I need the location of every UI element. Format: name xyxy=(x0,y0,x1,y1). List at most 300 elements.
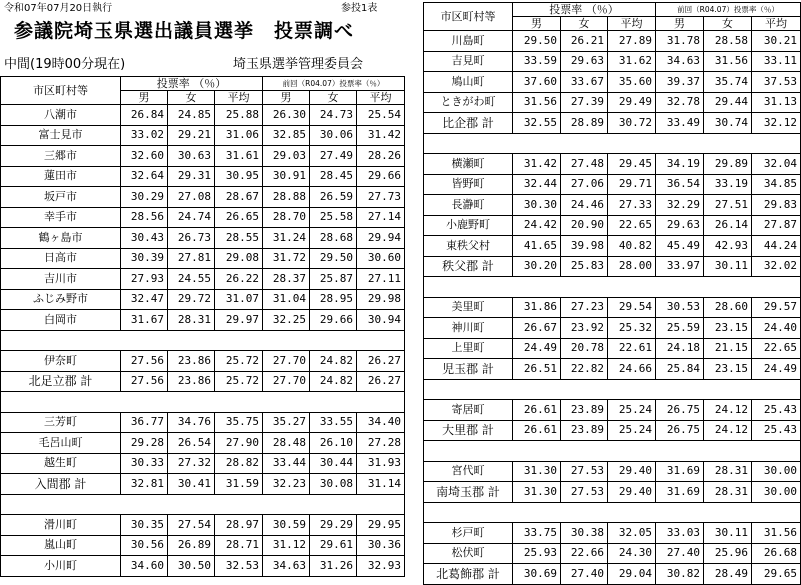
avg-rate: 28.82 xyxy=(215,453,263,474)
female-rate: 27.40 xyxy=(561,564,608,585)
prev-avg-rate: 22.65 xyxy=(752,338,801,359)
prev-avg-rate: 26.68 xyxy=(752,543,801,564)
right-results-table xyxy=(423,2,801,585)
prev-female-rate: 26.59 xyxy=(310,187,357,208)
municipality-name: 寄居町 xyxy=(424,400,513,421)
table-row xyxy=(1,269,405,290)
female-rate: 29.63 xyxy=(561,51,608,72)
prev-avg-rate: 30.00 xyxy=(752,461,801,482)
male-rate: 32.55 xyxy=(513,113,561,134)
male-rate: 24.42 xyxy=(513,215,561,236)
prev-male-rate: 24.18 xyxy=(656,338,704,359)
avg-rate: 26.22 xyxy=(215,269,263,290)
avg-rate xyxy=(215,494,263,515)
prev-female-rate: 28.58 xyxy=(704,31,752,52)
female-rate: 29.72 xyxy=(168,289,215,310)
prev-male-rate: 39.37 xyxy=(656,72,704,93)
male-rate: 33.59 xyxy=(513,51,561,72)
table-row xyxy=(1,125,405,146)
municipality-name: 毛呂山町 xyxy=(1,433,121,454)
prev-avg-rate: 27.73 xyxy=(357,187,405,208)
prev-female-rate: 33.55 xyxy=(310,412,357,433)
prev-avg-rate: 31.93 xyxy=(357,453,405,474)
male-rate: 31.56 xyxy=(513,92,561,113)
prev-male-rate: 34.19 xyxy=(656,154,704,175)
male-rate xyxy=(513,502,561,523)
avg-rate: 35.60 xyxy=(608,72,656,93)
municipality-name: 南埼玉郡 計 xyxy=(424,482,513,503)
male-rate: 30.33 xyxy=(121,453,168,474)
prev-male-rate xyxy=(263,330,310,351)
blank-row xyxy=(424,441,801,462)
female-rate xyxy=(168,392,215,413)
prev-avg-rate: 29.95 xyxy=(357,515,405,536)
table-row xyxy=(424,359,801,380)
prev-avg-rate: 28.26 xyxy=(357,146,405,167)
female-rate: 26.21 xyxy=(561,31,608,52)
prev-avg-rate: 25.43 xyxy=(752,420,801,441)
prev-avg-rate: 30.21 xyxy=(752,31,801,52)
male-rate: 31.67 xyxy=(121,310,168,331)
table-row xyxy=(1,535,405,556)
table-row xyxy=(424,543,801,564)
municipality-name: 横瀬町 xyxy=(424,154,513,175)
avg-rate: 29.45 xyxy=(608,154,656,175)
municipality-name: 宮代町 xyxy=(424,461,513,482)
municipality-name: 杉戸町 xyxy=(424,523,513,544)
table-row xyxy=(1,556,405,577)
male-rate: 32.64 xyxy=(121,166,168,187)
prev-avg-rate: 27.11 xyxy=(357,269,405,290)
prev-avg-rate: 30.00 xyxy=(752,482,801,503)
prev-female-rate: 28.45 xyxy=(310,166,357,187)
prev-male-rate: 33.97 xyxy=(656,256,704,277)
female-rate: 23.86 xyxy=(168,371,215,392)
col-prev-female: 女 xyxy=(704,17,752,31)
avg-rate: 35.75 xyxy=(215,412,263,433)
prev-female-rate: 30.44 xyxy=(310,453,357,474)
prev-male-rate: 29.63 xyxy=(656,215,704,236)
prev-female-rate: 25.58 xyxy=(310,207,357,228)
female-rate: 27.32 xyxy=(168,453,215,474)
prev-female-rate: 24.82 xyxy=(310,371,357,392)
municipality-name xyxy=(424,277,513,298)
male-rate xyxy=(513,441,561,462)
avg-rate: 29.40 xyxy=(608,461,656,482)
prev-male-rate xyxy=(656,379,704,400)
prev-male-rate: 34.63 xyxy=(656,51,704,72)
municipality-name: ふじみ野市 xyxy=(1,289,121,310)
table-row xyxy=(1,146,405,167)
prev-female-rate: 26.14 xyxy=(704,215,752,236)
prev-female-rate xyxy=(704,133,752,154)
female-rate xyxy=(168,494,215,515)
table-row xyxy=(424,338,801,359)
prev-female-rate: 28.95 xyxy=(310,289,357,310)
prev-avg-rate xyxy=(752,379,801,400)
blank-row xyxy=(1,494,405,515)
male-rate: 32.44 xyxy=(513,174,561,195)
avg-rate: 28.55 xyxy=(215,228,263,249)
prev-male-rate: 28.37 xyxy=(263,269,310,290)
blank-row xyxy=(424,502,801,523)
municipality-name: 伊奈町 xyxy=(1,351,121,372)
avg-rate xyxy=(608,277,656,298)
avg-rate: 30.72 xyxy=(608,113,656,134)
avg-rate: 25.24 xyxy=(608,420,656,441)
prev-male-rate: 31.12 xyxy=(263,535,310,556)
avg-rate: 24.66 xyxy=(608,359,656,380)
prev-avg-rate: 27.14 xyxy=(357,207,405,228)
prev-female-rate: 27.49 xyxy=(310,146,357,167)
avg-rate: 28.71 xyxy=(215,535,263,556)
municipality-name: 川島町 xyxy=(424,31,513,52)
prev-male-rate: 32.25 xyxy=(263,310,310,331)
prev-avg-rate: 33.11 xyxy=(752,51,801,72)
female-rate: 26.73 xyxy=(168,228,215,249)
prev-male-rate: 29.03 xyxy=(263,146,310,167)
female-rate: 25.83 xyxy=(561,256,608,277)
municipality-name: 東秩父村 xyxy=(424,236,513,257)
male-rate: 36.77 xyxy=(121,412,168,433)
prev-avg-rate: 29.57 xyxy=(752,297,801,318)
male-rate: 30.20 xyxy=(513,256,561,277)
prev-female-rate xyxy=(704,441,752,462)
prev-female-rate: 24.73 xyxy=(310,105,357,126)
col-female: 女 xyxy=(561,17,608,31)
prev-avg-rate: 31.56 xyxy=(752,523,801,544)
prev-female-rate: 28.60 xyxy=(704,297,752,318)
prev-male-rate xyxy=(263,392,310,413)
table-row xyxy=(424,236,801,257)
col-avg: 平均 xyxy=(608,17,656,31)
prev-female-rate: 42.93 xyxy=(704,236,752,257)
prev-male-rate xyxy=(263,494,310,515)
avg-rate: 40.82 xyxy=(608,236,656,257)
avg-rate xyxy=(608,502,656,523)
municipality-name: 幸手市 xyxy=(1,207,121,228)
avg-rate: 25.72 xyxy=(215,351,263,372)
avg-rate: 27.33 xyxy=(608,195,656,216)
municipality-name: 小鹿野町 xyxy=(424,215,513,236)
male-rate: 32.60 xyxy=(121,146,168,167)
prev-female-rate: 30.11 xyxy=(704,256,752,277)
blank-row xyxy=(424,277,801,298)
prev-male-rate: 34.63 xyxy=(263,556,310,577)
male-rate: 26.67 xyxy=(513,318,561,339)
municipality-name: 日高市 xyxy=(1,248,121,269)
female-rate xyxy=(168,330,215,351)
female-rate: 27.39 xyxy=(561,92,608,113)
prev-female-rate: 28.68 xyxy=(310,228,357,249)
municipality-name: 鳩山町 xyxy=(424,72,513,93)
table-row xyxy=(1,351,405,372)
prev-avg-rate: 29.98 xyxy=(357,289,405,310)
municipality-name: 上里町 xyxy=(424,338,513,359)
municipality-name: 神川町 xyxy=(424,318,513,339)
avg-rate: 29.04 xyxy=(608,564,656,585)
avg-rate: 29.49 xyxy=(608,92,656,113)
prev-male-rate: 31.69 xyxy=(656,461,704,482)
male-rate: 37.60 xyxy=(513,72,561,93)
prev-avg-rate: 29.66 xyxy=(357,166,405,187)
prev-avg-rate: 30.60 xyxy=(357,248,405,269)
avg-rate: 31.07 xyxy=(215,289,263,310)
female-rate xyxy=(561,441,608,462)
avg-rate: 29.54 xyxy=(608,297,656,318)
prev-female-rate: 33.19 xyxy=(704,174,752,195)
prev-male-rate: 32.78 xyxy=(656,92,704,113)
avg-rate: 27.90 xyxy=(215,433,263,454)
avg-rate: 22.65 xyxy=(608,215,656,236)
municipality-name: 児玉郡 計 xyxy=(424,359,513,380)
prev-avg-rate: 25.43 xyxy=(752,400,801,421)
table-row xyxy=(424,482,801,503)
prev-female-rate: 31.56 xyxy=(704,51,752,72)
female-rate: 27.48 xyxy=(561,154,608,175)
table-row xyxy=(1,412,405,433)
male-rate: 30.35 xyxy=(121,515,168,536)
table-row xyxy=(1,187,405,208)
prev-male-rate: 32.85 xyxy=(263,125,310,146)
blank-row xyxy=(424,133,801,154)
prev-male-rate xyxy=(656,133,704,154)
blank-row xyxy=(1,330,405,351)
prev-avg-rate: 29.65 xyxy=(752,564,801,585)
table-row xyxy=(1,310,405,331)
left-sheet xyxy=(0,0,404,572)
male-rate: 41.65 xyxy=(513,236,561,257)
female-rate: 20.90 xyxy=(561,215,608,236)
municipality-name: 松伏町 xyxy=(424,543,513,564)
prev-male-rate: 33.49 xyxy=(656,113,704,134)
female-rate: 20.78 xyxy=(561,338,608,359)
prev-avg-rate: 24.49 xyxy=(752,359,801,380)
prev-female-rate: 30.08 xyxy=(310,474,357,495)
municipality-name xyxy=(1,330,121,351)
table-row xyxy=(1,371,405,392)
table-row xyxy=(424,564,801,585)
female-rate: 27.23 xyxy=(561,297,608,318)
municipality-name xyxy=(424,502,513,523)
col-female: 女 xyxy=(168,91,215,105)
prev-avg-rate: 26.27 xyxy=(357,371,405,392)
avg-rate: 25.24 xyxy=(608,400,656,421)
avg-rate: 24.30 xyxy=(608,543,656,564)
prev-female-rate: 35.74 xyxy=(704,72,752,93)
municipality-name: 比企郡 計 xyxy=(424,113,513,134)
prev-male-rate: 35.27 xyxy=(263,412,310,433)
female-rate: 23.89 xyxy=(561,400,608,421)
female-rate: 29.21 xyxy=(168,125,215,146)
committee-name: 埼玉県選挙管理委員会 xyxy=(233,57,364,72)
prev-avg-rate: 34.85 xyxy=(752,174,801,195)
prev-avg-rate: 24.40 xyxy=(752,318,801,339)
prev-male-rate: 26.30 xyxy=(263,105,310,126)
table-row xyxy=(1,453,405,474)
table-row xyxy=(424,51,801,72)
municipality-name: 皆野町 xyxy=(424,174,513,195)
prev-male-rate: 31.69 xyxy=(656,482,704,503)
col-prev-male: 男 xyxy=(656,17,704,31)
female-rate xyxy=(561,502,608,523)
prev-avg-rate xyxy=(752,502,801,523)
prev-female-rate: 21.15 xyxy=(704,338,752,359)
municipality-name: 北葛飾郡 計 xyxy=(424,564,513,585)
col-city-header: 市区町村等 xyxy=(1,77,121,105)
prev-female-rate: 28.49 xyxy=(704,564,752,585)
table-row xyxy=(424,297,801,318)
table-row xyxy=(1,289,405,310)
prev-avg-rate: 27.28 xyxy=(357,433,405,454)
municipality-name: 富士見市 xyxy=(1,125,121,146)
male-rate: 30.30 xyxy=(513,195,561,216)
female-rate: 26.89 xyxy=(168,535,215,556)
avg-rate xyxy=(608,441,656,462)
prev-female-rate: 30.11 xyxy=(704,523,752,544)
municipality-name xyxy=(424,133,513,154)
male-rate: 30.29 xyxy=(121,187,168,208)
prev-male-rate: 33.44 xyxy=(263,453,310,474)
male-rate: 33.02 xyxy=(121,125,168,146)
prev-avg-rate: 26.27 xyxy=(357,351,405,372)
prev-female-rate: 29.29 xyxy=(310,515,357,536)
male-rate: 29.50 xyxy=(513,31,561,52)
male-rate: 27.56 xyxy=(121,371,168,392)
prev-female-rate xyxy=(704,379,752,400)
avg-rate: 32.53 xyxy=(215,556,263,577)
avg-rate: 22.61 xyxy=(608,338,656,359)
avg-rate: 28.00 xyxy=(608,256,656,277)
male-rate: 27.56 xyxy=(121,351,168,372)
prev-male-rate: 31.04 xyxy=(263,289,310,310)
prev-male-rate: 31.24 xyxy=(263,228,310,249)
male-rate: 31.42 xyxy=(513,154,561,175)
table-row xyxy=(424,420,801,441)
municipality-name: 坂戸市 xyxy=(1,187,121,208)
prev-female-rate: 29.61 xyxy=(310,535,357,556)
municipality-name xyxy=(424,379,513,400)
municipality-name: 入間郡 計 xyxy=(1,474,121,495)
prev-avg-rate: 32.12 xyxy=(752,113,801,134)
prev-female-rate xyxy=(704,502,752,523)
prev-female-rate: 24.12 xyxy=(704,420,752,441)
female-rate: 27.81 xyxy=(168,248,215,269)
table-row xyxy=(1,474,405,495)
female-rate: 27.53 xyxy=(561,482,608,503)
table-row xyxy=(424,256,801,277)
prev-female-rate xyxy=(704,277,752,298)
male-rate: 26.51 xyxy=(513,359,561,380)
prev-male-rate: 27.70 xyxy=(263,351,310,372)
female-rate: 39.98 xyxy=(561,236,608,257)
prev-male-rate: 26.75 xyxy=(656,420,704,441)
prev-female-rate xyxy=(310,392,357,413)
male-rate: 32.47 xyxy=(121,289,168,310)
page-title: 参議院埼玉県選出議員選挙 投票調べ xyxy=(14,20,355,42)
prev-male-rate: 30.53 xyxy=(656,297,704,318)
municipality-name: 大里郡 計 xyxy=(424,420,513,441)
municipality-name: ときがわ町 xyxy=(424,92,513,113)
municipality-name: 蓮田市 xyxy=(1,166,121,187)
male-rate: 26.61 xyxy=(513,400,561,421)
female-rate: 30.38 xyxy=(561,523,608,544)
col-prev-header: 前回（R04.07）投票率（％） xyxy=(263,77,405,91)
prev-female-rate: 29.66 xyxy=(310,310,357,331)
prev-avg-rate xyxy=(357,330,405,351)
table-row xyxy=(1,515,405,536)
male-rate: 30.56 xyxy=(121,535,168,556)
male-rate: 31.86 xyxy=(513,297,561,318)
prev-male-rate xyxy=(656,502,704,523)
prev-male-rate: 31.72 xyxy=(263,248,310,269)
prev-female-rate: 28.31 xyxy=(704,461,752,482)
avg-rate: 29.97 xyxy=(215,310,263,331)
female-rate: 34.76 xyxy=(168,412,215,433)
avg-rate xyxy=(215,330,263,351)
female-rate: 24.55 xyxy=(168,269,215,290)
male-rate xyxy=(513,277,561,298)
col-prev-female: 女 xyxy=(310,91,357,105)
prev-female-rate: 30.74 xyxy=(704,113,752,134)
avg-rate: 28.67 xyxy=(215,187,263,208)
prev-male-rate: 33.03 xyxy=(656,523,704,544)
prev-avg-rate: 27.87 xyxy=(752,215,801,236)
municipality-name: 白岡市 xyxy=(1,310,121,331)
male-rate xyxy=(121,494,168,515)
municipality-name: 吉見町 xyxy=(424,51,513,72)
male-rate: 24.49 xyxy=(513,338,561,359)
avg-rate: 27.89 xyxy=(608,31,656,52)
prev-male-rate: 32.23 xyxy=(263,474,310,495)
col-male: 男 xyxy=(121,91,168,105)
female-rate: 30.41 xyxy=(168,474,215,495)
table-row xyxy=(424,154,801,175)
prev-avg-rate: 31.13 xyxy=(752,92,801,113)
male-rate xyxy=(121,392,168,413)
male-rate: 27.93 xyxy=(121,269,168,290)
municipality-name: 越生町 xyxy=(1,453,121,474)
female-rate: 23.89 xyxy=(561,420,608,441)
prev-male-rate: 28.48 xyxy=(263,433,310,454)
male-rate: 28.56 xyxy=(121,207,168,228)
prev-male-rate: 28.88 xyxy=(263,187,310,208)
election-date: 令和07年07月20日執行 xyxy=(4,3,113,14)
right-sheet xyxy=(423,0,800,581)
table-row xyxy=(424,113,801,134)
municipality-name: 北足立郡 計 xyxy=(1,371,121,392)
table-row xyxy=(1,105,405,126)
female-rate: 27.53 xyxy=(561,461,608,482)
municipality-name: 美里町 xyxy=(424,297,513,318)
avg-rate: 30.95 xyxy=(215,166,263,187)
prev-avg-rate xyxy=(752,133,801,154)
col-prev-header: 前回（R04.07）投票率（％） xyxy=(656,3,801,17)
avg-rate: 26.65 xyxy=(215,207,263,228)
prev-male-rate: 30.82 xyxy=(656,564,704,585)
prev-avg-rate: 34.40 xyxy=(357,412,405,433)
avg-rate xyxy=(608,133,656,154)
table-row xyxy=(1,228,405,249)
female-rate: 33.67 xyxy=(561,72,608,93)
prev-avg-rate: 29.83 xyxy=(752,195,801,216)
col-rate-header: 投票率 （％） xyxy=(513,3,656,17)
prev-male-rate: 36.54 xyxy=(656,174,704,195)
table-row xyxy=(424,92,801,113)
col-rate-header: 投票率 （％） xyxy=(121,77,263,91)
prev-male-rate: 32.29 xyxy=(656,195,704,216)
table-row xyxy=(424,195,801,216)
